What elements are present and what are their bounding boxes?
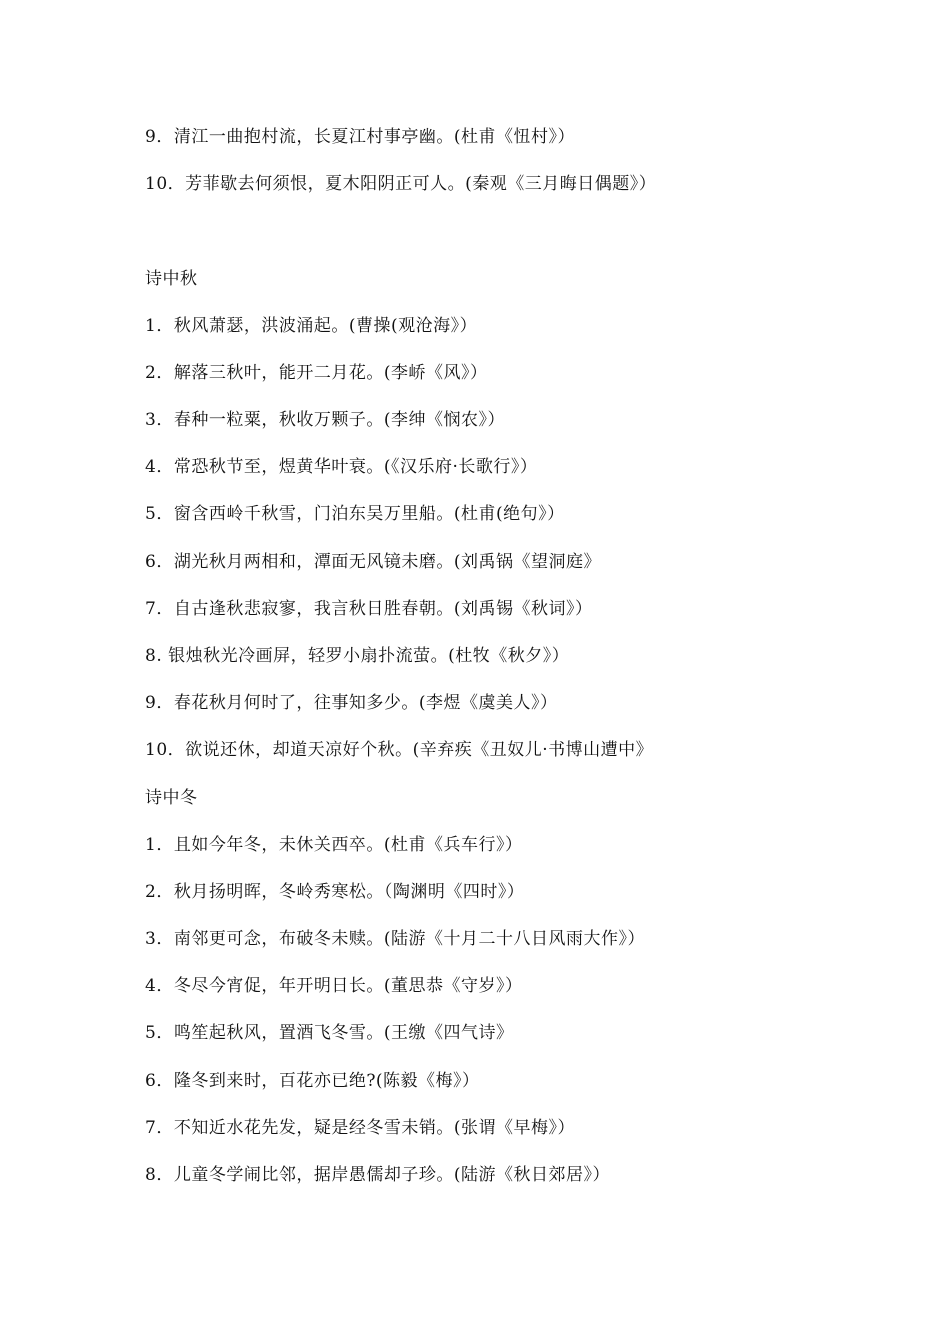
autumn-line-3: 3．春种一粒粟，秋收万颗子。(李绅《悯农》） [145,410,505,430]
winter-line-8: 8．儿童冬学闹比邻，据岸愚儒却子珍。(陆游《秋日郊居》） [145,1165,610,1185]
summer-line-9: 9．清江一曲抱村流，长夏江村事亭幽。(杜甫《忸村》） [145,127,575,147]
winter-line-3: 3．南邻更可念，布破冬未赎。(陆游《十月二十八日风雨大作》） [145,929,645,949]
winter-line-7: 7．不知近水花先发，疑是经冬雪未销。(张谓《早梅》） [145,1118,575,1138]
autumn-line-2: 2．解落三秋叶，能开二月花。(李峤《风》） [145,363,488,383]
summer-line-10: 10．芳菲歇去何须恨，夏木阳阴正可人。(秦观《三月晦日偶题》） [145,174,657,194]
winter-line-2: 2．秋月扬明晖，冬岭秀寒松。（陶渊明《四时》） [145,882,525,902]
winter-line-5: 5．鸣笙起秋风，置酒飞冬雪。(王缴《四气诗》 [145,1023,514,1043]
autumn-line-9: 9．春花秋月何时了，往事知多少。(李煜《虞美人》） [145,693,558,713]
autumn-line-6: 6．湖光秋月两相和，潭面无风镜未磨。(刘禹锅《望洞庭》 [145,552,601,572]
winter-line-1: 1．且如今年冬，未休关西卒。(杜甫《兵车行》） [145,835,523,855]
autumn-line-1: 1．秋风萧瑟，洪波涌起。(曹操(观沧海》） [145,316,478,336]
autumn-line-5: 5．窗含西岭千秋雪，门泊东吴万里船。(杜甫(绝句》） [145,504,565,524]
autumn-line-10: 10．欲说还休，却道天凉好个秋。(辛弃疾《丑奴儿·书博山遭中》 [145,740,654,760]
autumn-line-4: 4．常恐秋节至，煜黄华叶衰。(《汉乐府·长歌行》） [145,457,538,477]
autumn-line-7: 7．自古逢秋悲寂寥，我言秋日胜春朝。(刘禹锡《秋词》） [145,599,593,619]
winter-line-6: 6．隆冬到来时，百花亦已绝?(陈毅《梅》） [145,1071,480,1091]
winter-line-4: 4．冬尽今宵促，年开明日长。(董思恭《守岁》） [145,976,523,996]
autumn-line-8: 8. 银烛秋光冷画屏，轻罗小扇扑流萤。(杜牧《秋夕》） [145,646,570,666]
winter-heading: 诗中冬 [145,788,198,808]
autumn-heading: 诗中秋 [145,269,198,289]
